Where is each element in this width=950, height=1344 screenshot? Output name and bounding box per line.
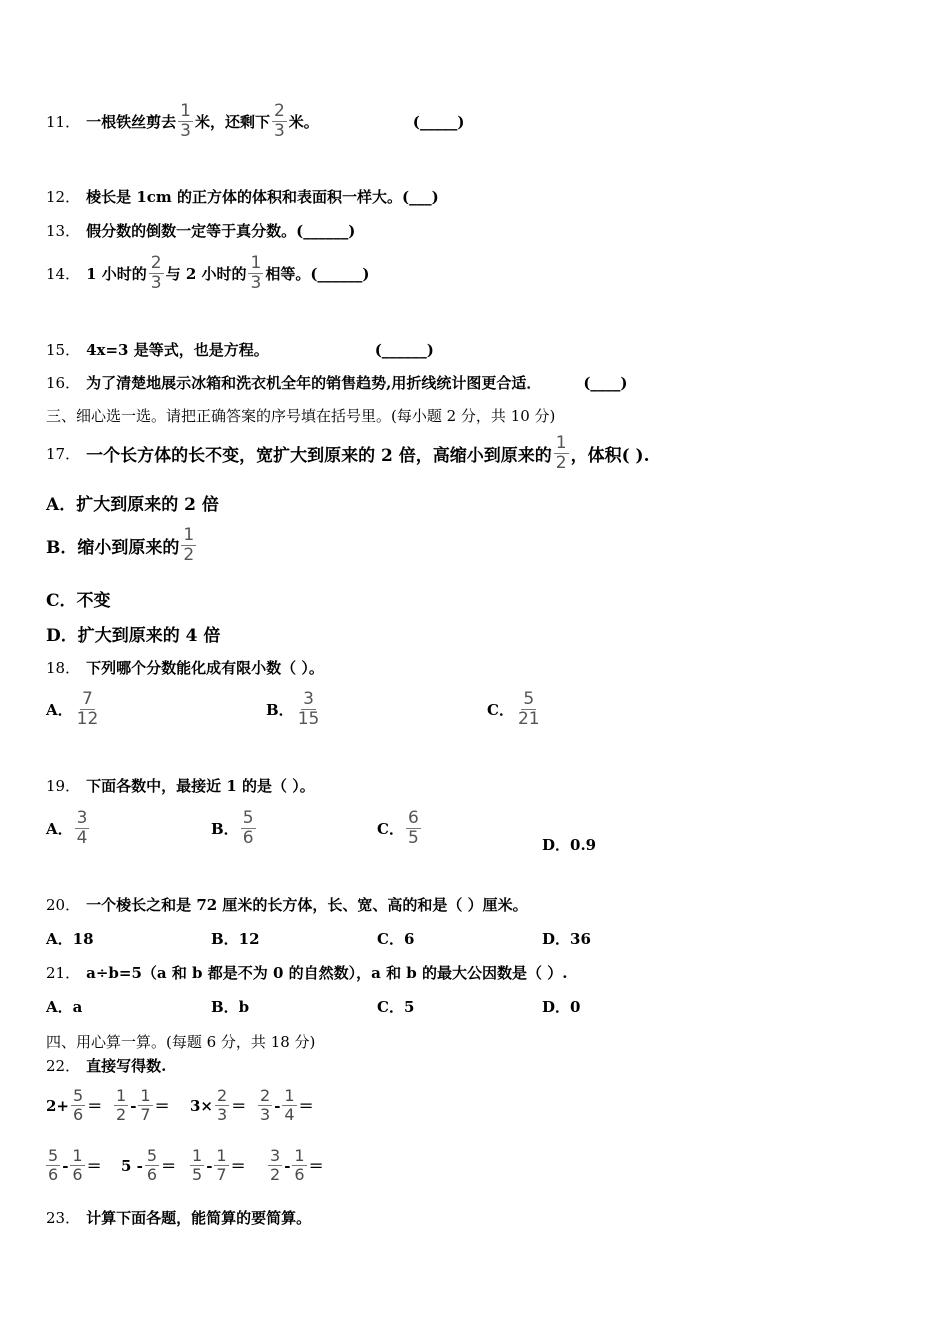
option-a[interactable]: A．a [46, 998, 83, 1016]
fraction [214, 1147, 228, 1184]
question-text: 相等。 [265, 265, 311, 283]
option-a[interactable] [46, 809, 91, 848]
question-23 [46, 1207, 311, 1228]
calc-item [46, 1087, 102, 1124]
option-c[interactable]: C．6 [377, 930, 415, 948]
fraction [296, 690, 322, 729]
question-text: 下列哪个分数能化成有限小数（ ）。 [86, 659, 324, 677]
numerator: 2 [150, 253, 162, 273]
fraction [268, 1147, 282, 1184]
option-b[interactable]: B．b [211, 998, 250, 1016]
question-22 [46, 1055, 166, 1076]
question-text: 4x=3 是等式，也是方程。 [86, 341, 269, 359]
option-d[interactable]: D．扩大到原来的 4 倍 [46, 626, 221, 646]
denominator: 4 [76, 828, 88, 848]
denominator: 2 [116, 1105, 127, 1124]
numerator: 1 [183, 525, 195, 545]
question-number: 15． [46, 341, 81, 359]
numerator: 2 [260, 1086, 271, 1105]
question-number: 22． [46, 1057, 81, 1075]
fraction [46, 1147, 60, 1184]
option-d[interactable]: D．0 [542, 998, 581, 1016]
denominator: 3 [150, 273, 162, 293]
denominator: 3 [250, 273, 262, 293]
fraction [145, 1147, 159, 1184]
numerator: 1 [216, 1146, 227, 1165]
denominator: 6 [48, 1165, 59, 1184]
option-text: B．缩小到原来的 [46, 538, 180, 558]
question-number: 20． [46, 896, 81, 914]
question-text: 一根铁丝剪去 [86, 113, 177, 131]
calc-item [266, 1147, 324, 1184]
question-number: 18． [46, 659, 81, 677]
denominator: 6 [72, 1165, 83, 1184]
question-text: ，体积( ). [570, 446, 650, 466]
question-text: 一个棱长之和是 72 厘米的长方体，长、宽、高的和是（ ）厘米。 [86, 896, 528, 914]
option-b[interactable] [266, 690, 323, 729]
fraction [114, 1087, 128, 1124]
answer-blank[interactable]: (___) [401, 187, 439, 206]
denominator: 3 [180, 121, 191, 141]
answer-blank[interactable]: (______) [296, 221, 356, 240]
answer-blank[interactable]: (______) [310, 264, 370, 283]
equals-sign: ＝ [87, 1097, 103, 1115]
denominator: 4 [284, 1105, 295, 1124]
question-number: 21． [46, 964, 81, 982]
numerator: 2 [217, 1086, 228, 1105]
operator: - [274, 1096, 281, 1115]
fraction [190, 1147, 204, 1184]
denominator: 6 [73, 1105, 84, 1124]
question-text: 为了清楚地展示冰箱和洗衣机全年的销售趋势,用折线统计图更合适． [86, 374, 542, 392]
calc-prefix: 5 - [121, 1156, 143, 1175]
denominator: 5 [192, 1165, 203, 1184]
calc-prefix: 3× [190, 1096, 214, 1115]
question-number: 14． [46, 265, 81, 283]
calc-item [112, 1087, 170, 1124]
numerator: 3 [76, 808, 88, 828]
denominator: 3 [217, 1105, 228, 1124]
numerator: 5 [242, 808, 254, 828]
numerator: 1 [192, 1146, 203, 1165]
question-16 [46, 372, 628, 393]
fraction [215, 1087, 229, 1124]
option-label: B． [266, 701, 294, 719]
option-c[interactable]: C．不变 [46, 591, 111, 611]
equals-sign: ＝ [298, 1097, 314, 1115]
fraction [149, 254, 164, 293]
denominator: 21 [517, 709, 540, 729]
numerator: 3 [303, 689, 314, 709]
option-label: C． [487, 701, 514, 719]
option-c[interactable] [377, 809, 423, 848]
question-text: 米。 [288, 113, 319, 131]
question-14 [46, 254, 370, 293]
question-number: 17． [46, 445, 81, 463]
question-number: 13． [46, 222, 81, 240]
fraction [258, 1087, 272, 1124]
question-text: 下面各数中，最接近 1 的是（ ）。 [86, 777, 315, 795]
question-text: 计算下面各题，能简算的要简算。 [86, 1209, 312, 1227]
numerator: 1 [180, 101, 191, 121]
calc-item [188, 1147, 246, 1184]
question-text: 与 2 小时的 [165, 265, 247, 283]
fraction [75, 690, 101, 729]
question-18 [46, 657, 324, 678]
operator: - [130, 1096, 137, 1115]
option-d[interactable]: D．36 [542, 930, 591, 948]
answer-blank[interactable]: (____) [583, 373, 628, 392]
question-15 [46, 339, 434, 360]
fraction [178, 102, 193, 141]
option-label: A． [46, 701, 73, 719]
answer-blank[interactable]: (_____) [412, 112, 465, 131]
question-21 [46, 962, 567, 983]
numerator: 1 [284, 1086, 295, 1105]
denominator: 12 [76, 709, 99, 729]
question-number: 23． [46, 1209, 81, 1227]
numerator: 1 [250, 253, 262, 273]
numerator: 3 [270, 1146, 281, 1165]
fraction [70, 1147, 84, 1184]
denominator: 6 [242, 828, 254, 848]
section-heading: 四、用心算一算。(每题 6 分，共 18 分) [46, 1033, 316, 1051]
option-label: C． [377, 820, 404, 838]
calc-item [44, 1147, 102, 1184]
numerator: 5 [146, 1146, 158, 1165]
numerator: 5 [73, 1086, 84, 1105]
equals-sign: ＝ [161, 1157, 177, 1175]
fraction [292, 1147, 306, 1184]
numerator: 5 [48, 1146, 59, 1165]
section-heading: 三、细心选一选。请把正确答案的序号填在括号里。(每小题 2 分，共 10 分) [46, 407, 556, 425]
fraction [516, 690, 542, 729]
numerator: 1 [555, 433, 567, 453]
numerator: 1 [140, 1086, 151, 1105]
calc-item [256, 1087, 314, 1124]
option-label: A． [46, 820, 73, 838]
fraction [181, 526, 196, 565]
question-text: 假分数的倒数一定等于真分数。 [86, 222, 297, 240]
denominator: 6 [294, 1165, 305, 1184]
answer-blank[interactable]: (______) [374, 340, 434, 359]
numerator: 1 [116, 1086, 127, 1105]
denominator: 7 [216, 1165, 227, 1184]
fraction [138, 1087, 152, 1124]
option-b[interactable] [46, 526, 198, 565]
question-number: 11． [46, 113, 81, 131]
denominator: 2 [270, 1165, 281, 1184]
calc-prefix: 2+ [46, 1096, 70, 1115]
option-c[interactable] [487, 690, 544, 729]
fraction [272, 102, 287, 141]
option-b[interactable] [211, 809, 258, 848]
calc-item [190, 1087, 246, 1124]
fraction [406, 809, 421, 848]
numerator: 6 [407, 808, 419, 828]
question-17 [46, 434, 650, 473]
equals-sign: ＝ [231, 1097, 247, 1115]
denominator: 3 [260, 1105, 271, 1124]
question-19 [46, 775, 315, 796]
question-11 [46, 102, 465, 141]
option-d[interactable]: D．0.9 [542, 836, 597, 854]
option-a[interactable]: A．扩大到原来的 2 倍 [46, 495, 219, 515]
option-a[interactable]: A．18 [46, 930, 94, 948]
question-text: 1 小时的 [86, 265, 147, 283]
denominator: 2 [555, 453, 567, 473]
denominator: 3 [273, 121, 285, 141]
fraction [241, 809, 256, 848]
question-number: 12． [46, 188, 81, 206]
question-20 [46, 894, 528, 915]
operator: - [206, 1156, 213, 1175]
fraction [248, 254, 263, 293]
equals-sign: ＝ [154, 1097, 170, 1115]
fraction [75, 809, 90, 848]
denominator: 15 [297, 709, 320, 729]
numerator: 7 [82, 689, 93, 709]
question-text: 一个长方体的长不变，宽扩大到原来的 2 倍，高缩小到原来的 [86, 446, 552, 466]
fraction [282, 1087, 296, 1124]
operator: - [62, 1156, 69, 1175]
question-13 [46, 220, 355, 241]
fraction [71, 1087, 85, 1124]
operator: - [284, 1156, 291, 1175]
denominator: 7 [140, 1105, 151, 1124]
denominator: 6 [146, 1165, 158, 1184]
question-text: a÷b=5（a 和 b 都是不为 0 的自然数），a 和 b 的最大公因数是（ ）. [86, 964, 568, 982]
question-text: 棱长是 1cm 的正方体的体积和表面积一样大。 [86, 188, 402, 206]
numerator: 1 [72, 1146, 83, 1165]
fraction [554, 434, 569, 473]
option-a[interactable] [46, 690, 102, 729]
numerator: 2 [273, 101, 285, 121]
question-number: 16． [46, 374, 81, 392]
option-c[interactable]: C．5 [377, 998, 415, 1016]
calc-item [121, 1147, 176, 1184]
question-text: 米，还剩下 [194, 113, 270, 131]
equals-sign: ＝ [230, 1157, 246, 1175]
option-b[interactable]: B．12 [211, 930, 260, 948]
option-label: B． [211, 820, 239, 838]
denominator: 2 [183, 545, 195, 565]
question-text: 直接写得数. [86, 1057, 167, 1075]
numerator: 1 [294, 1146, 305, 1165]
equals-sign: ＝ [308, 1157, 324, 1175]
denominator: 5 [407, 828, 419, 848]
numerator: 5 [523, 689, 535, 709]
equals-sign: ＝ [86, 1157, 102, 1175]
question-number: 19． [46, 777, 81, 795]
question-12 [46, 186, 439, 207]
